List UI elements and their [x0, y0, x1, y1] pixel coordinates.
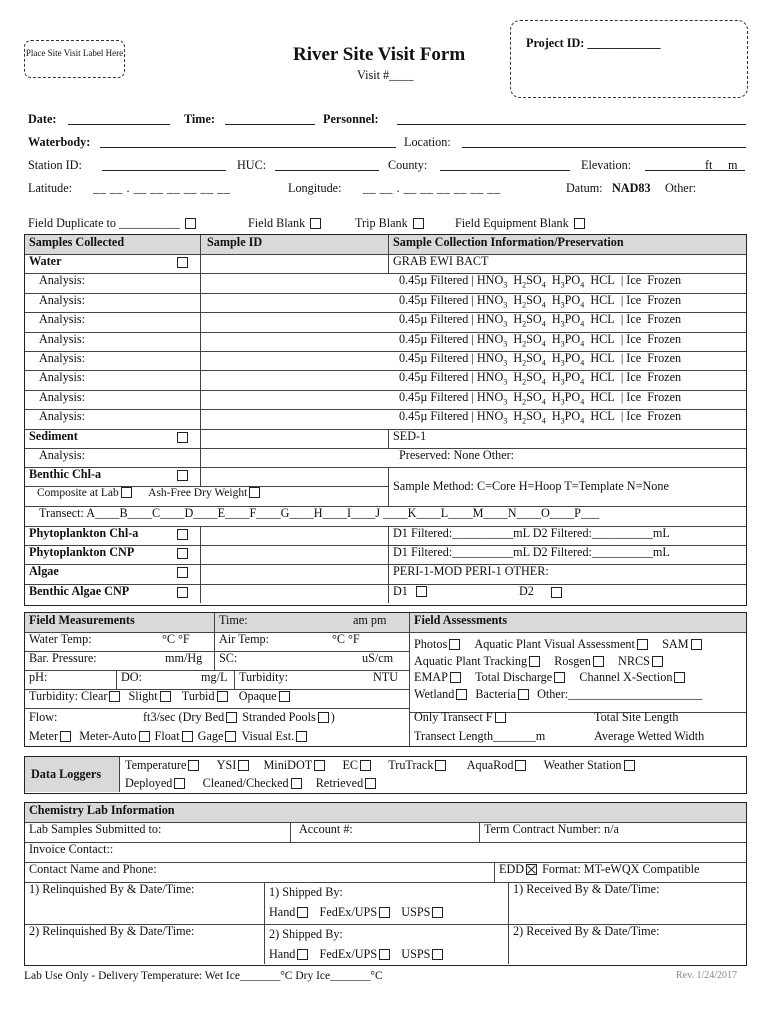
analysis-label: Analysis:: [25, 409, 201, 428]
account-number[interactable]: Account #:: [291, 822, 480, 842]
edd-checkbox[interactable]: [526, 864, 537, 875]
clear-checkbox[interactable]: [109, 691, 120, 702]
datum-other[interactable]: Other:: [665, 181, 697, 195]
water-temp[interactable]: Water Temp: °C °F: [25, 632, 215, 651]
trip-blank-checkbox[interactable]: [413, 218, 424, 229]
field-measurements-header: Field Measurements: [25, 613, 215, 632]
phyto-chla-info[interactable]: D1 Filtered:__________mL D2 Filtered:__________mL: [393, 525, 670, 540]
benthic-cnp-row: Benthic Algae CNP: [25, 584, 201, 603]
relinquished-1[interactable]: 1) Relinquished By & Date/Time:: [25, 882, 265, 924]
assessment-other[interactable]: Other:______________________: [537, 686, 703, 701]
gage-checkbox[interactable]: [225, 731, 236, 742]
dissolved-oxygen[interactable]: DO: mg/L: [117, 670, 235, 689]
preservation-options[interactable]: 0.45µ Filtered | $HNO_3$ $H_2SO_4$ $H_3PO_4$ HCL | Ice Frozen: [399, 292, 682, 310]
latitude-label: Latitude:: [28, 181, 72, 195]
sediment-info[interactable]: SED-1: [393, 428, 427, 443]
location-label: Location:: [404, 135, 451, 149]
data-loggers-title: Data Loggers: [25, 757, 120, 792]
turbid-checkbox[interactable]: [217, 691, 228, 702]
deployed-checkbox[interactable]: [174, 778, 185, 789]
analysis-label: Analysis:: [25, 390, 201, 409]
cleaned-checkbox[interactable]: [291, 778, 302, 789]
longitude-label: Longitude:: [288, 181, 342, 195]
benthic-chla-id[interactable]: [201, 467, 389, 486]
time-label: Time:: [184, 112, 215, 126]
datum-label: Datum:: [566, 181, 603, 195]
sediment-preserved[interactable]: Preserved: None Other:: [399, 448, 515, 462]
air-temp[interactable]: Air Temp: °C °F: [215, 632, 410, 651]
chemistry-table: [24, 802, 747, 966]
visual-est-checkbox[interactable]: [296, 731, 307, 742]
float-checkbox[interactable]: [182, 731, 193, 742]
usps-2-checkbox[interactable]: [432, 949, 443, 960]
waterbody-field[interactable]: [100, 135, 396, 148]
preservation-options[interactable]: 0.45µ Filtered | $HNO_3$ $H_2SO_4$ $H_3PO_4$ HCL | Ice Frozen: [399, 351, 682, 368]
data-loggers-table: [24, 756, 747, 794]
minidot-checkbox[interactable]: [314, 760, 325, 771]
analysis-sample-id[interactable]: [201, 332, 389, 351]
lab-use-only[interactable]: Lab Use Only - Delivery Temperature: Wet Ice_______°C Dry Ice_______°C: [24, 970, 383, 982]
meter-checkbox[interactable]: [60, 731, 71, 742]
benthic-chla-row: Benthic Chl-a: [25, 467, 201, 486]
phyto-cnp-info[interactable]: D1 Filtered:__________mL D2 Filtered:__________mL: [393, 545, 670, 559]
photos-checkbox[interactable]: [449, 639, 460, 650]
analysis-sample-id[interactable]: [201, 312, 389, 331]
received-1[interactable]: 1) Received By & Date/Time:: [513, 882, 660, 896]
field-assessments: Photos Aquatic Plant Visual Assessment SAM Aquatic Plant Tracking Rosgen NRCS EMAP Total Discharge Channel X-Section Wetland Bacteria Other:______________________: [410, 632, 746, 713]
only-transect-checkbox[interactable]: [495, 712, 506, 723]
sam-checkbox[interactable]: [691, 639, 702, 650]
opaque-checkbox[interactable]: [279, 691, 290, 702]
water-collection-type[interactable]: GRAB EWI BACT: [393, 254, 489, 268]
preservation-options[interactable]: 0.45µ Filtered | $HNO_3$ $H_2SO_4$ $H_3PO_4$ HCL | Ice Frozen: [399, 389, 682, 407]
analysis-sample-id[interactable]: [201, 293, 389, 312]
algae-checkbox[interactable]: [177, 567, 188, 578]
county-field[interactable]: [440, 158, 570, 171]
form-title: River Site Visit Form: [293, 44, 466, 65]
preservation-options[interactable]: 0.45µ Filtered | $HNO_3$ $H_2SO_4$ $H_3PO_4$ HCL | Ice Frozen: [399, 409, 682, 426]
header-samples-collected: Samples Collected: [25, 235, 201, 254]
county-label: County:: [388, 158, 428, 172]
benthic-composite-options[interactable]: Composite at Lab Ash-Free Dry Weight: [25, 487, 389, 506]
personnel-field[interactable]: [397, 112, 746, 125]
phyto-chla-row: Phytoplankton Chl-a: [25, 526, 201, 545]
analysis-label: Analysis:: [25, 273, 201, 292]
ashfree-checkbox[interactable]: [249, 487, 260, 498]
turbidity-options[interactable]: Turbidity: Clear Slight Turbid Opaque: [25, 689, 410, 708]
benthic-chla-checkbox[interactable]: [177, 470, 188, 481]
bacteria-checkbox[interactable]: [518, 689, 529, 700]
latitude-field[interactable]: __ __ . __ __ __ __ __ __: [93, 181, 231, 195]
revision-date: Rev. 1/24/2017: [676, 970, 738, 981]
dry-bed-checkbox[interactable]: [226, 712, 237, 723]
bar-pressure[interactable]: Bar. Pressure: mm/Hg: [25, 651, 215, 670]
benthic-cnp-checkbox[interactable]: [177, 587, 188, 598]
weather-station-checkbox[interactable]: [624, 760, 635, 771]
equipment-blank-checkbox[interactable]: [574, 218, 585, 229]
hand-1-checkbox[interactable]: [297, 907, 308, 918]
hand-2-checkbox[interactable]: [297, 949, 308, 960]
term-contract[interactable]: Term Contract Number: n/a: [484, 822, 619, 836]
date-field[interactable]: [68, 112, 170, 125]
preservation-options[interactable]: 0.45µ Filtered | $HNO_3$ $H_2SO_4$ $H_3PO_4$ HCL | Ice Frozen: [399, 370, 682, 387]
algae-row: Algae: [25, 564, 201, 583]
water-checkbox[interactable]: [177, 257, 188, 268]
preservation-options[interactable]: 0.45µ Filtered | $HNO_3$ $H_2SO_4$ $H_3PO_4$ HCL | Ice Frozen: [399, 312, 682, 329]
contact-name-phone[interactable]: Contact Name and Phone:: [25, 862, 495, 882]
meter-auto-checkbox[interactable]: [139, 731, 150, 742]
station-id-label: Station ID:: [28, 158, 82, 172]
preservation-options[interactable]: 0.45µ Filtered | $HNO_3$ $H_2SO_4$ $H_3PO_4$ HCL | Ice Frozen: [399, 331, 682, 349]
received-2[interactable]: 2) Received By & Date/Time:: [513, 924, 660, 938]
equipment-blank[interactable]: Field Equipment Blank: [455, 216, 587, 231]
phyto-cnp-row: Phytoplankton CNP: [25, 545, 201, 564]
trutrack-checkbox[interactable]: [435, 760, 446, 771]
huc-label: HUC:: [237, 158, 267, 172]
usps-1-checkbox[interactable]: [432, 907, 443, 918]
sediment-checkbox[interactable]: [177, 432, 188, 443]
invoice-contact[interactable]: Invoice Contact::: [29, 842, 114, 856]
header-collection-info: Sample Collection Information/Preservation: [393, 235, 624, 249]
analysis-sample-id[interactable]: [201, 370, 389, 389]
analysis-label: Analysis:: [25, 370, 201, 389]
header-sample-id: Sample ID: [201, 235, 389, 254]
field-duplicate[interactable]: Field Duplicate to __________: [28, 216, 198, 231]
time-field[interactable]: [225, 112, 315, 125]
field-table: [24, 612, 747, 747]
water-row: Water: [25, 254, 201, 273]
phyto-cnp-checkbox[interactable]: [177, 548, 188, 559]
specific-conductance[interactable]: SC: uS/cm: [215, 651, 410, 670]
analysis-sample-id[interactable]: [201, 273, 389, 292]
benthic-cnp-d2-checkbox[interactable]: [551, 587, 562, 598]
retrieved-checkbox[interactable]: [365, 778, 376, 789]
analysis-label: Analysis:: [25, 293, 201, 312]
analysis-sample-id[interactable]: [201, 409, 389, 428]
total-discharge-checkbox[interactable]: [554, 672, 565, 683]
ph[interactable]: pH:: [25, 670, 117, 689]
sediment-analysis-label: Analysis:: [25, 448, 201, 467]
datum-value: NAD83: [612, 181, 651, 195]
sediment-row: Sediment: [25, 429, 201, 448]
elevation-label: Elevation:: [581, 158, 632, 172]
shipped-by-2[interactable]: 2) Shipped By: Hand FedEx/UPS USPS: [265, 924, 509, 964]
elevation-ft[interactable]: ft: [705, 158, 713, 172]
edd-format[interactable]: EDD Format: MT-eWQX Compatible: [499, 862, 700, 876]
date-label: Date:: [28, 112, 57, 126]
longitude-field[interactable]: __ __ . __ __ __ __ __ __: [363, 181, 501, 195]
analysis-sample-id[interactable]: [201, 390, 389, 409]
site-label-box: [24, 40, 125, 78]
wetland-checkbox[interactable]: [456, 689, 467, 700]
turbidity[interactable]: Turbidity: NTU: [235, 670, 410, 689]
rosgen-checkbox[interactable]: [593, 656, 604, 667]
relinquished-2[interactable]: 2) Relinquished By & Date/Time:: [25, 924, 265, 964]
personnel-label: Personnel:: [323, 112, 379, 126]
analysis-sample-id[interactable]: [201, 351, 389, 370]
field-blank[interactable]: Field Blank: [248, 216, 323, 231]
fedex-2-checkbox[interactable]: [379, 949, 390, 960]
field-duplicate-checkbox[interactable]: [185, 218, 196, 229]
analysis-label: Analysis:: [25, 332, 201, 351]
shipped-by-1[interactable]: 1) Shipped By: Hand FedEx/UPS USPS: [265, 882, 509, 924]
logger-status: Deployed Cleaned/Checked Retrieved: [125, 776, 378, 791]
samples-table: [24, 234, 747, 606]
sediment-sample-id[interactable]: [201, 429, 389, 448]
algae-sample-id[interactable]: [201, 564, 389, 583]
field-assessments-header: Field Assessments: [414, 613, 508, 627]
water-sample-id[interactable]: [201, 254, 389, 273]
lab-submitted-to[interactable]: Lab Samples Submitted to:: [25, 822, 291, 842]
aquatic-visual-checkbox[interactable]: [637, 639, 648, 650]
fedex-1-checkbox[interactable]: [379, 907, 390, 918]
field-blank-checkbox[interactable]: [310, 218, 321, 229]
benthic-cnp-sample-id[interactable]: [201, 584, 389, 603]
stranded-pools-checkbox[interactable]: [318, 712, 329, 723]
phyto-chla-sample-id[interactable]: [201, 526, 389, 545]
station-id-field[interactable]: [102, 158, 226, 171]
phyto-cnp-sample-id[interactable]: [201, 545, 389, 564]
transect-length[interactable]: Transect Length_______m: [414, 729, 546, 743]
elevation-m[interactable]: m: [728, 158, 738, 172]
composite-checkbox[interactable]: [121, 487, 132, 498]
aquarod-checkbox[interactable]: [515, 760, 526, 771]
transect-letters[interactable]: Transect: A____B____C____D____E____F____G____H____I____J ____K____L____M____N____O____P___: [39, 506, 600, 521]
logger-types: Temperature YSI MiniDOT EC TruTrack AquaRod Weather Station: [125, 758, 637, 773]
ec-checkbox[interactable]: [360, 760, 371, 771]
huc-field[interactable]: [275, 158, 379, 171]
phyto-chla-checkbox[interactable]: [177, 529, 188, 540]
algae-info[interactable]: PERI-1-MOD PERI-1 OTHER:: [393, 564, 549, 579]
slight-checkbox[interactable]: [160, 691, 171, 702]
location-field[interactable]: [462, 135, 746, 148]
ysi-checkbox[interactable]: [238, 760, 249, 771]
project-id-label: Project ID: ____________: [526, 36, 661, 50]
project-id-box[interactable]: [510, 20, 748, 98]
waterbody-label: Waterbody:: [28, 135, 91, 149]
site-label-text: Place Site Visit Label Here: [25, 48, 124, 58]
sediment-analysis-id[interactable]: [201, 448, 389, 467]
preservation-options[interactable]: 0.45µ Filtered | $HNO_3$ $H_2SO_4$ $H_3PO_4$ HCL | Ice Frozen: [399, 273, 682, 290]
chemistry-title: Chemistry Lab Information: [29, 803, 175, 817]
aquatic-tracking-checkbox[interactable]: [529, 656, 540, 667]
analysis-label: Analysis:: [25, 312, 201, 331]
temperature-logger-checkbox[interactable]: [188, 760, 199, 771]
visit-number[interactable]: Visit #____: [357, 68, 414, 82]
benthic-cnp-d1-checkbox[interactable]: [416, 586, 427, 597]
transect-info: Only Transect F Total Site Length Transect Length_______m Average Wetted Width: [414, 710, 705, 743]
benthic-cnp-info[interactable]: D1 D2: [389, 584, 746, 603]
sample-method[interactable]: Sample Method: C=Core H=Hoop T=Template N=None: [393, 479, 669, 494]
trip-blank[interactable]: Trip Blank: [355, 216, 426, 231]
nrcs-checkbox[interactable]: [652, 656, 663, 667]
emap-checkbox[interactable]: [450, 672, 461, 683]
analysis-label: Analysis:: [25, 351, 201, 370]
field-time[interactable]: Time: am pm: [215, 613, 410, 632]
channel-xsection-checkbox[interactable]: [674, 672, 685, 683]
flow-options[interactable]: Flow: ft3/sec (Dry Bed Stranded Pools ) Meter Meter-Auto Float Gage Visual Est.: [25, 708, 410, 746]
